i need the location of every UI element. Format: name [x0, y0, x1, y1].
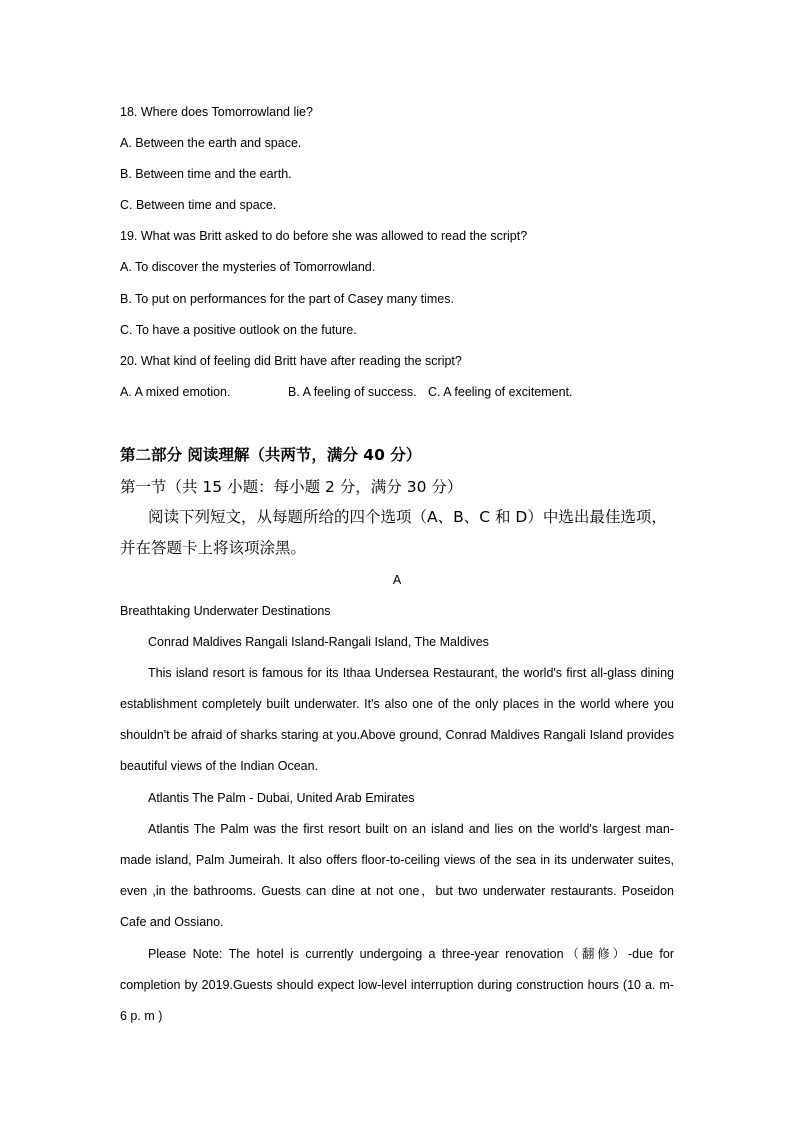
passage-place-1: Conrad Maldives Rangali Island-Rangali Island, The Maldives — [148, 635, 489, 649]
question-18-option-a: A. Between the earth and space. — [120, 136, 302, 150]
question-20-options — [120, 384, 573, 400]
question-19-stem: 19. What was Britt asked to do before she was allowed to read the script? — [120, 229, 528, 243]
passage-note: Please Note: The hotel is currently undergoing a three-year renovation（翻修）-due for completion by 2019.Guests should expect low-level interruption during construction hours (10 a. m-6 p. m ) — [120, 947, 674, 1023]
passage-paragraph-2: Atlantis The Palm was the first resort built on an island and lies on the world's largest man-made island, Palm Jumeirah. It also offers floor-to-ceiling views of the sea in its underwater suites, even ,in the bathrooms. Guests can dine at not one，but two underwater restaurants. Poseidon Cafe and Ossiano. — [120, 822, 674, 929]
section-heading: 第二部分 阅读理解（共两节，满分 40 分） — [120, 446, 422, 464]
question-18-stem: 18. Where does Tomorrowland lie? — [120, 105, 313, 119]
question-18-option-c: C. Between time and space. — [120, 198, 277, 212]
passage-title: Breathtaking Underwater Destinations — [120, 604, 331, 618]
passage-place-2: Atlantis The Palm - Dubai, United Arab Emirates — [148, 791, 415, 805]
question-20-option-c: C. A feeling of excitement. — [428, 385, 573, 399]
question-19-option-a: A. To discover the mysteries of Tomorrowland. — [120, 260, 376, 274]
question-20-option-b: B. A feeling of success. — [288, 385, 417, 399]
section-instruction: 阅读下列短文，从每题所给的四个选项（A、B、C 和 D）中选出最佳选项，并在答题卡上将该项涂黑。 — [120, 508, 667, 557]
passage-paragraph-1: This island resort is famous for its Ithaa Undersea Restaurant, the world's first all-glass dining establishment completely built underwater. It's also one of the only places in the world where you shouldn't be afraid of sharks staring at you.Above ground, Conrad Maldives Rangali Island provides beautiful views of the Indian Ocean. — [120, 666, 674, 773]
passage-label: A — [392, 573, 402, 587]
question-20-option-a: A. A mixed emotion. — [120, 385, 231, 399]
section-subheading: 第一节（共 15 小题：每小题 2 分，满分 30 分） — [120, 478, 463, 496]
question-20-stem: 20. What kind of feeling did Britt have after reading the script? — [120, 354, 462, 368]
question-18-option-b: B. Between time and the earth. — [120, 167, 292, 181]
question-19-option-b: B. To put on performances for the part of Casey many times. — [120, 292, 454, 306]
question-19-option-c: C. To have a positive outlook on the future. — [120, 323, 357, 337]
